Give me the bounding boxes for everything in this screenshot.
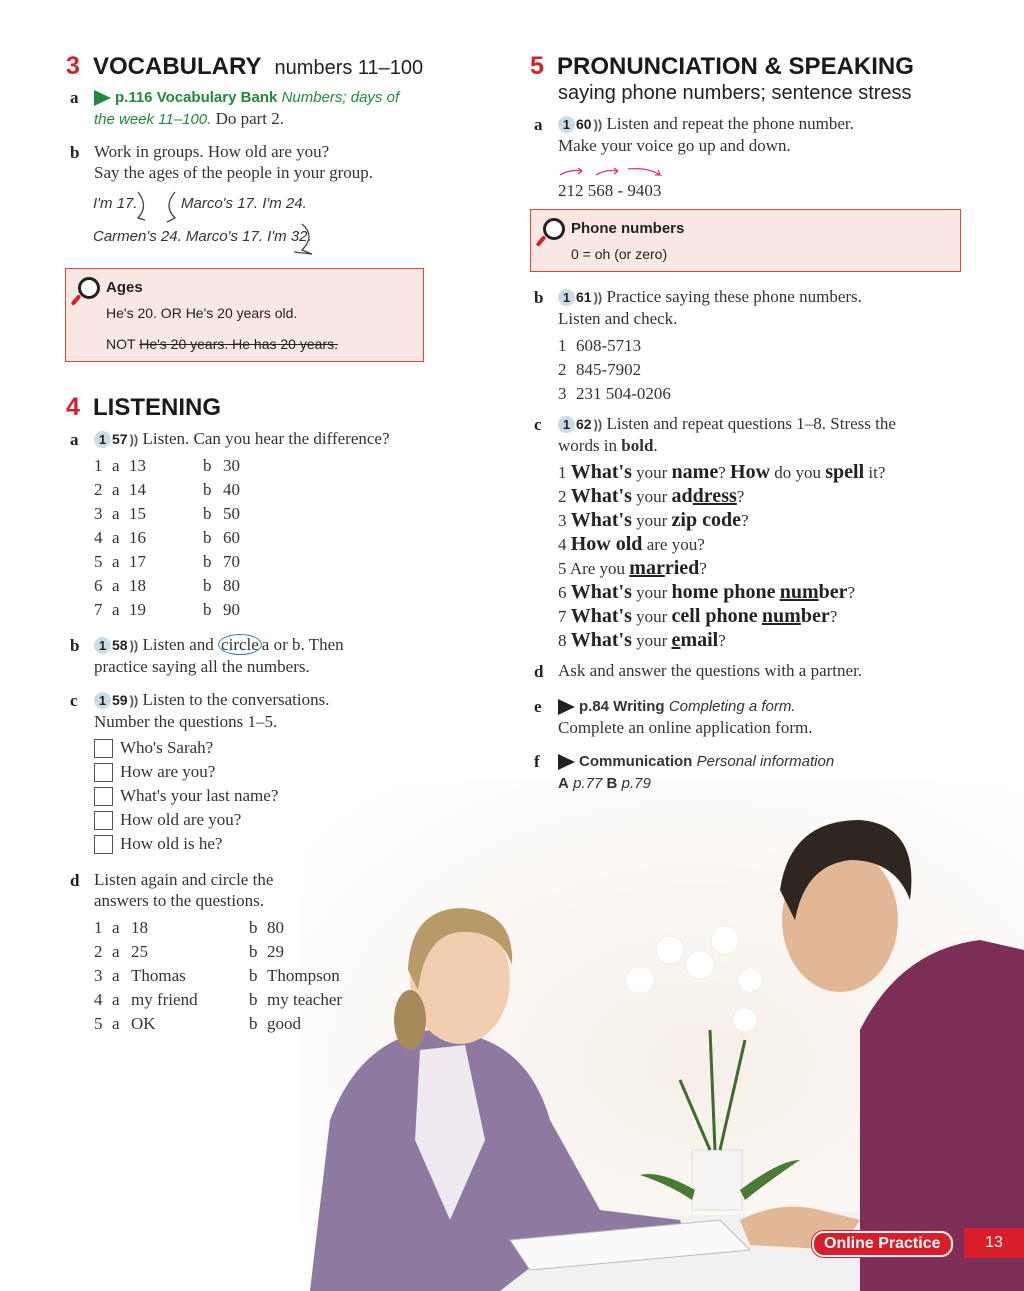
answer-number: 4 — [94, 990, 103, 1009]
pair-number: 3 — [94, 504, 103, 523]
q-num: 3 — [558, 511, 567, 530]
unstressed: are you? — [646, 535, 705, 554]
vocab-bank-link[interactable]: p.116 Vocabulary Bank — [115, 89, 278, 106]
unstressed: ? — [718, 463, 726, 482]
cd-disc-icon: 1 — [558, 416, 575, 433]
circled-word: circle — [218, 634, 262, 655]
unstressed: ? — [829, 607, 838, 626]
phone-item-value: 231 504-0206 — [576, 384, 671, 403]
s5-item-c — [558, 413, 988, 456]
instruction-line: Number the questions 1–5. — [94, 712, 278, 731]
stressed: What's — [570, 509, 632, 531]
question-5 — [558, 557, 707, 580]
audio-track[interactable] — [558, 287, 602, 308]
photo-students — [300, 780, 1024, 1291]
question-2 — [558, 485, 744, 508]
phone-item-value: 845-7902 — [576, 360, 642, 379]
sound-waves-icon: )) — [129, 638, 139, 653]
speech-bubble-3: Carmen's 24. Marco's 17. I'm 32. — [93, 228, 312, 245]
question-6 — [558, 581, 855, 604]
not-label: NOT — [106, 336, 136, 352]
option-a-value: 13 — [129, 456, 146, 475]
option-b-letter: b — [203, 504, 212, 523]
section-number: 4 — [66, 393, 80, 421]
stressed: What's — [570, 581, 632, 603]
option-b-letter: b — [203, 528, 212, 547]
stressed: cell phone — [671, 605, 758, 627]
item-letter: b — [70, 143, 80, 162]
unstressed: ? — [740, 511, 749, 530]
stressed-syllable: num — [761, 605, 801, 627]
option-b-value: good — [267, 1014, 301, 1033]
stressed-syllable: e — [671, 629, 681, 651]
answer-checkbox[interactable] — [94, 787, 113, 806]
s4-item-d — [94, 869, 273, 911]
s4-item-a — [94, 428, 390, 450]
sound-waves-icon: )) — [593, 417, 603, 432]
option-a-value: 16 — [129, 528, 146, 547]
answer-checkbox[interactable] — [94, 739, 113, 758]
unstressed: your — [636, 583, 668, 602]
phone-item-number: 1 — [558, 336, 567, 355]
item-letter: b — [70, 636, 80, 655]
answer-number: 3 — [94, 966, 103, 985]
magnifier-icon — [78, 277, 100, 299]
q-num: 8 — [558, 631, 567, 650]
option-a-value: 14 — [129, 480, 146, 499]
bubble-tail-icon — [284, 222, 320, 258]
stressed: What's — [570, 461, 632, 483]
option-a-value: OK — [131, 1014, 156, 1033]
unstressed: your — [636, 487, 668, 506]
stressed: What's — [570, 605, 632, 627]
audio-track[interactable] — [558, 114, 602, 135]
instruction-line: answers to the questions. — [94, 891, 264, 910]
option-b-letter: b — [203, 552, 212, 571]
student-b-page[interactable]: p.79 — [621, 775, 651, 792]
answer-number: 5 — [94, 1014, 103, 1033]
writing-topic: Completing a form. — [668, 698, 796, 715]
online-practice-badge[interactable]: Online Practice — [812, 1231, 953, 1257]
stressed: What's — [570, 485, 632, 507]
unstressed: your — [636, 463, 668, 482]
option-a-letter: a — [112, 528, 120, 547]
section-3-heading — [66, 52, 423, 81]
s3-item-b — [94, 141, 454, 183]
section-title: PRONUNCIATION & SPEAKING — [557, 53, 914, 80]
intonation-arrows-icon — [558, 163, 668, 181]
checklist-question: What's your last name? — [120, 786, 279, 805]
option-b-letter: b — [249, 942, 258, 961]
stressed: How old — [570, 533, 643, 555]
s5-item-d: Ask and answer the questions with a partner. — [558, 661, 863, 680]
instruction-line: Complete an online application form. — [558, 718, 813, 737]
option-a-value: 17 — [129, 552, 146, 571]
option-b-value: 30 — [223, 456, 240, 475]
option-b-letter: b — [203, 576, 212, 595]
option-b-value: Thompson — [267, 966, 340, 985]
vocab-bank-topic-2: the week 11–100. — [94, 111, 212, 128]
option-a-value: 19 — [129, 600, 146, 619]
vocab-bank-topic: Numbers; days of — [281, 89, 400, 106]
option-a-value: 15 — [129, 504, 146, 523]
option-a-letter: a — [112, 966, 120, 985]
checklist-question: How are you? — [120, 762, 216, 781]
instruction-text: words in — [558, 436, 618, 455]
option-a-letter: a — [112, 552, 120, 571]
stressed: home phone — [671, 581, 776, 603]
pair-number: 2 — [94, 480, 103, 499]
speech-bubble-2: Marco's 17. I'm 24. — [181, 195, 307, 212]
option-b-value: 29 — [267, 942, 284, 961]
section-subtitle: numbers 11–100 — [274, 57, 424, 79]
q-num: 2 — [558, 487, 567, 506]
option-a-letter: a — [112, 576, 120, 595]
question-7 — [558, 605, 837, 628]
bubble-tails-icon — [135, 190, 185, 224]
item-letter: a — [70, 88, 79, 107]
phone-number-example: 212 568 - 9403 — [558, 181, 662, 200]
box-title: Ages — [106, 279, 143, 296]
section-title: VOCABULARY — [93, 53, 262, 80]
option-b-value: my teacher — [267, 990, 343, 1009]
option-a-value: Thomas — [131, 966, 186, 985]
track-number: 57 — [112, 431, 128, 447]
student-a: A — [558, 775, 569, 792]
writing-link[interactable]: p.84 Writing — [579, 698, 665, 715]
question-3 — [558, 509, 749, 532]
option-a-letter: a — [112, 456, 120, 475]
pair-number: 1 — [94, 456, 103, 475]
item-letter: b — [534, 288, 544, 307]
item-letter: d — [70, 871, 80, 890]
audio-track[interactable] — [94, 429, 138, 450]
box-title: Phone numbers — [571, 220, 685, 237]
bold-word: bold — [621, 436, 654, 455]
communication-link[interactable]: Communication — [579, 753, 693, 770]
item-letter: e — [534, 697, 542, 716]
arrow-icon — [94, 90, 111, 106]
wrong-example: He's 20 years. He has 20 years. — [139, 336, 338, 352]
s5-item-b — [558, 286, 978, 329]
instruction-text: a or b. Then — [261, 635, 344, 654]
cd-disc-icon: 1 — [558, 116, 575, 133]
cd-disc-icon: 1 — [558, 289, 575, 306]
item-letter: a — [534, 115, 543, 134]
question-4 — [558, 533, 705, 556]
unstressed: ? — [847, 583, 856, 602]
page-number: 13 — [964, 1228, 1024, 1258]
instruction-text: Listen to the conversations. — [142, 690, 330, 709]
unstressed: ? — [718, 631, 726, 650]
unstressed: ? — [699, 559, 707, 578]
s5-item-e — [558, 695, 978, 738]
option-a-value: 18 — [131, 918, 148, 937]
cd-disc-icon: 1 — [94, 431, 111, 448]
phone-item-number: 3 — [558, 384, 567, 403]
stressed: zip code — [671, 509, 741, 531]
s3-item-a — [94, 86, 454, 130]
item-letter: c — [534, 415, 542, 434]
audio-track[interactable] — [558, 414, 602, 435]
student-b: B — [606, 775, 618, 792]
option-a-letter: a — [112, 990, 120, 1009]
track-number: 60 — [576, 116, 592, 132]
phone-numbers-info-box — [530, 209, 961, 272]
stressed-syllable: dress — [692, 485, 737, 507]
pair-number: 4 — [94, 528, 103, 547]
unstressed: do you — [774, 463, 822, 482]
instruction-line: Make your voice go up and down. — [558, 136, 791, 155]
checklist-question: How old are you? — [120, 810, 242, 829]
syllable: ried — [664, 557, 700, 579]
option-a-letter: a — [112, 480, 120, 499]
instruction-line: Listen again and circle the — [94, 870, 274, 889]
audio-track[interactable] — [94, 690, 138, 711]
instruction-line: practice saying all the numbers. — [94, 657, 310, 676]
sound-waves-icon: )) — [593, 117, 603, 132]
question-1 — [558, 461, 885, 484]
option-b-value: 80 — [267, 918, 284, 937]
instruction-line: Listen and check. — [558, 309, 678, 328]
section-number: 3 — [66, 52, 80, 80]
cd-disc-icon: 1 — [94, 637, 111, 654]
item-letter: c — [70, 691, 78, 710]
s4-item-c — [94, 689, 474, 732]
instruction-text: Listen and — [142, 635, 214, 654]
section-title: LISTENING — [93, 394, 222, 421]
s5-item-f — [558, 750, 978, 794]
checklist-question: Who's Sarah? — [120, 738, 214, 757]
q-num: 7 — [558, 607, 567, 626]
track-number: 62 — [576, 416, 592, 432]
checklist-question: How old is he? — [120, 834, 223, 853]
instruction-text: Practice saying these phone numbers. — [606, 287, 862, 306]
answer-number: 2 — [94, 942, 103, 961]
option-b-value: 50 — [223, 504, 240, 523]
instruction-text: Do part 2. — [215, 109, 285, 128]
option-b-letter: b — [203, 600, 212, 619]
pair-number: 5 — [94, 552, 103, 571]
cd-disc-icon: 1 — [94, 692, 111, 709]
option-a-value: 25 — [131, 942, 148, 961]
syllable: mail — [680, 629, 719, 651]
pair-number: 6 — [94, 576, 103, 595]
item-letter: a — [70, 430, 79, 449]
phone-item-value: 608-5713 — [576, 336, 642, 355]
option-a-letter: a — [112, 504, 120, 523]
section-subtitle: saying phone numbers; sentence stress — [558, 82, 912, 104]
q-num: 5 — [558, 559, 567, 578]
q-num: 1 — [558, 463, 567, 482]
syllable: ber — [800, 605, 830, 627]
option-a-value: 18 — [129, 576, 146, 595]
punctuation: . — [653, 436, 658, 455]
answer-checkbox[interactable] — [94, 763, 113, 782]
s4-item-b — [94, 634, 474, 677]
instruction-line: Work in groups. How old are you? — [94, 142, 330, 161]
stressed: How — [730, 461, 771, 483]
unstressed: your — [636, 607, 668, 626]
stressed: What's — [570, 629, 632, 651]
section-4-heading — [66, 393, 221, 422]
phone-item-number: 2 — [558, 360, 567, 379]
student-a-page[interactable]: p.77 — [573, 775, 603, 792]
q-num: 4 — [558, 535, 567, 554]
instruction-text: Listen and repeat questions 1–8. Stress the — [606, 414, 896, 433]
question-8 — [558, 629, 726, 652]
stressed-syllable: num — [779, 581, 819, 603]
speech-bubble-1: I'm 17. — [93, 195, 138, 212]
unstressed: your — [636, 511, 668, 530]
item-letter: d — [534, 662, 544, 681]
sound-waves-icon: )) — [129, 432, 139, 447]
sound-waves-icon: )) — [593, 290, 603, 305]
item-letter: f — [534, 752, 540, 771]
unstressed: it? — [868, 463, 886, 482]
unstressed: Are you — [569, 559, 626, 578]
answer-checkbox[interactable] — [94, 835, 113, 854]
stressed: spell — [825, 461, 865, 483]
instruction-text: Listen. Can you hear the difference? — [142, 429, 390, 448]
arrow-icon — [558, 699, 575, 715]
q-num: 6 — [558, 583, 567, 602]
option-b-letter: b — [249, 1014, 258, 1033]
option-b-letter: b — [249, 918, 258, 937]
instruction-text: Listen and repeat the phone number. — [606, 114, 854, 133]
option-b-letter: b — [249, 966, 258, 985]
arrow-icon — [558, 754, 575, 770]
pair-number: 7 — [94, 600, 103, 619]
option-b-value: 70 — [223, 552, 240, 571]
option-b-value: 80 — [223, 576, 240, 595]
track-number: 58 — [112, 637, 128, 653]
ages-info-box — [65, 268, 424, 362]
stressed-syllable: mar — [629, 557, 665, 579]
stressed: name — [671, 461, 719, 483]
option-b-letter: b — [203, 456, 212, 475]
option-a-letter: a — [112, 918, 120, 937]
option-b-value: 60 — [223, 528, 240, 547]
section-5-heading — [530, 52, 914, 81]
syllable: ad — [671, 485, 693, 507]
section-number: 5 — [530, 52, 544, 80]
box-rule: 0 = oh (or zero) — [571, 246, 668, 262]
option-a-letter: a — [112, 1014, 120, 1033]
option-a-letter: a — [112, 942, 120, 961]
track-number: 61 — [576, 289, 592, 305]
option-a-letter: a — [112, 600, 120, 619]
instruction-line: Say the ages of the people in your group. — [94, 163, 374, 182]
option-b-value: 40 — [223, 480, 240, 499]
box-not-example — [106, 336, 338, 352]
unstressed: your — [636, 631, 668, 650]
option-b-value: 90 — [223, 600, 240, 619]
unstressed: ? — [736, 487, 745, 506]
communication-topic: Personal information — [696, 753, 835, 770]
sound-waves-icon: )) — [129, 693, 139, 708]
option-b-letter: b — [203, 480, 212, 499]
answer-checkbox[interactable] — [94, 811, 113, 830]
answer-number: 1 — [94, 918, 103, 937]
magnifier-icon — [543, 218, 565, 240]
syllable: ber — [818, 581, 848, 603]
audio-track[interactable] — [94, 635, 138, 656]
track-number: 59 — [112, 692, 128, 708]
s5-item-a — [558, 113, 978, 156]
option-b-letter: b — [249, 990, 258, 1009]
option-a-value: my friend — [131, 990, 198, 1009]
box-example: He's 20. OR He's 20 years old. — [106, 305, 298, 321]
